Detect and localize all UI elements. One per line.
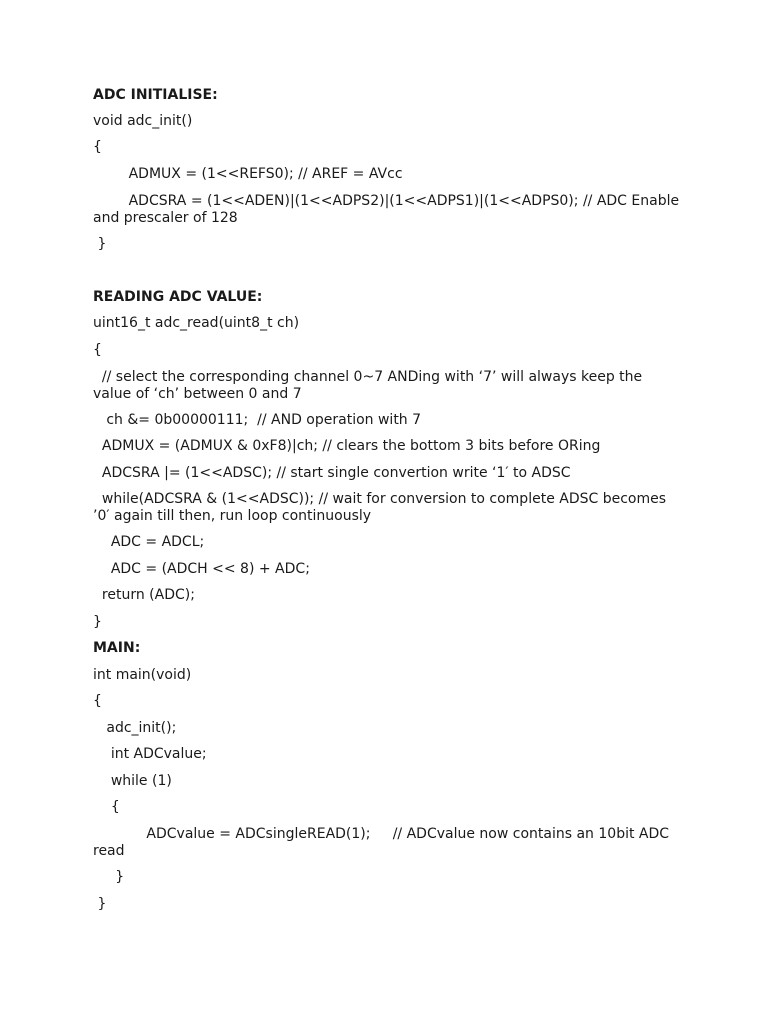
code-line: while(ADCSRA & (1<<ADSC)); // wait for conversion to complete ADSC becomes ’0′ again till then, run loop continuously	[93, 491, 671, 524]
code-line: {	[93, 342, 102, 358]
code-line: ch &= 0b00000111; // AND operation with 7	[93, 412, 422, 428]
code-line: ADC = (ADCH << 8) + ADC;	[93, 561, 310, 577]
code-line: ADMUX = (1<<REFS0); // AREF = AVcc	[93, 166, 403, 182]
code-line: {	[93, 139, 102, 155]
code-line: adc_init();	[93, 720, 177, 736]
section-heading-reading-adc-value: READING ADC VALUE:	[93, 289, 263, 305]
code-line: ADCSRA = (1<<ADEN)|(1<<ADPS2)|(1<<ADPS1)|(1<<ADPS0); // ADC Enable and prescaler of 128	[93, 193, 684, 226]
code-line: {	[93, 693, 102, 709]
code-line: while (1)	[93, 773, 172, 789]
code-line: ADCvalue = ADCsingleREAD(1); // ADCvalue now contains an 10bit ADC read	[93, 826, 674, 859]
code-line: }	[93, 869, 125, 885]
section-heading-adc-initialise: ADC INITIALISE:	[93, 87, 218, 103]
code-line: }	[93, 236, 107, 252]
section-heading-main: MAIN:	[93, 640, 141, 656]
code-line: ADC = ADCL;	[93, 534, 205, 550]
code-line: ADCSRA |= (1<<ADSC); // start single convertion write ‘1′ to ADSC	[93, 465, 571, 481]
code-line: }	[93, 896, 107, 912]
code-line: {	[93, 799, 120, 815]
code-line: int main(void)	[93, 667, 192, 683]
code-line: return (ADC);	[93, 587, 195, 603]
code-line: int ADCvalue;	[93, 746, 207, 762]
code-line: // select the corresponding channel 0~7 ANDing with ‘7’ will always keep the value of ‘ch’ between 0 and 7	[93, 369, 647, 402]
code-line: uint16_t adc_read(uint8_t ch)	[93, 315, 300, 331]
code-line: void adc_init()	[93, 113, 193, 129]
code-line: }	[93, 614, 102, 630]
code-line: ADMUX = (ADMUX & 0xF8)|ch; // clears the bottom 3 bits before ORing	[93, 438, 601, 454]
